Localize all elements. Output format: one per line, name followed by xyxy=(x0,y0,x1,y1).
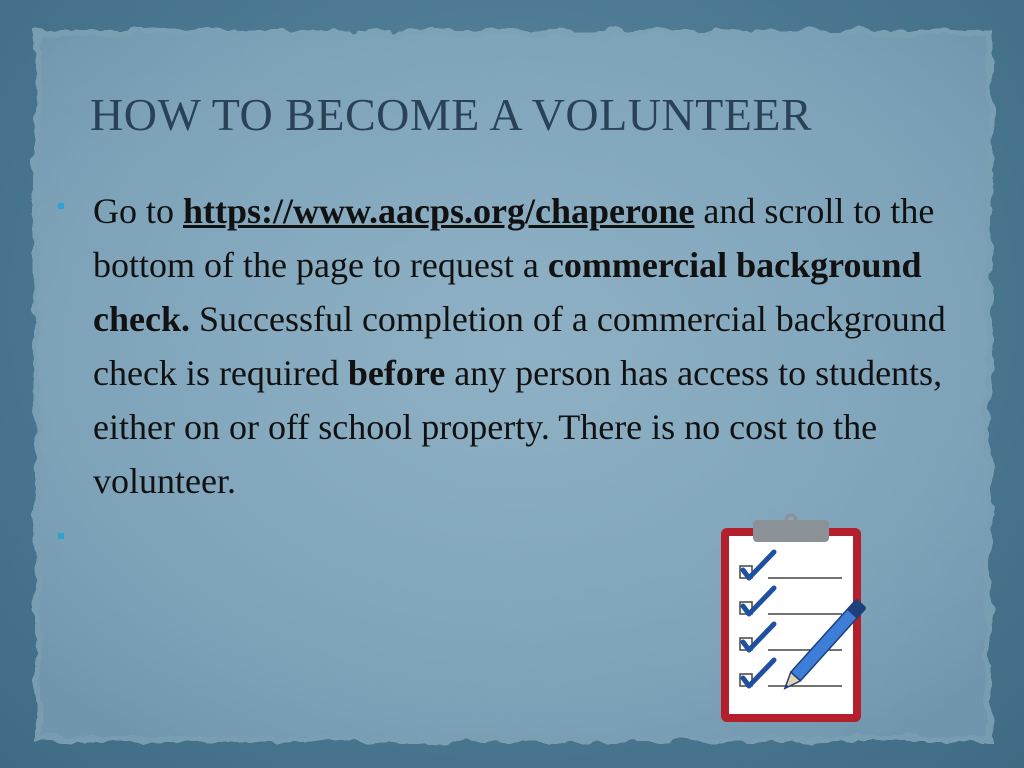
square-bullet-icon xyxy=(58,533,64,539)
square-bullet-icon xyxy=(58,203,64,209)
bold-text: commercial background check. xyxy=(93,245,922,339)
paragraph xyxy=(93,184,953,508)
chaperone-link[interactable]: https://www.aacps.org/chaperone xyxy=(183,191,695,231)
text-segment: Successful completion of a commercial background check is required xyxy=(93,299,946,393)
text-segment: any person has access to students, either on or off school property. There is no cost to the volunteer. xyxy=(93,353,943,501)
text-segment: and scroll to the bottom of the page to request a xyxy=(93,191,935,285)
slide-title: HOW TO BECOME A VOLUNTEER xyxy=(90,89,813,140)
bullet-list xyxy=(58,184,958,568)
text-segment: Go to xyxy=(93,191,183,231)
list-item xyxy=(58,184,958,508)
clipboard-checklist-icon xyxy=(718,512,878,727)
bold-text: before xyxy=(347,353,446,393)
